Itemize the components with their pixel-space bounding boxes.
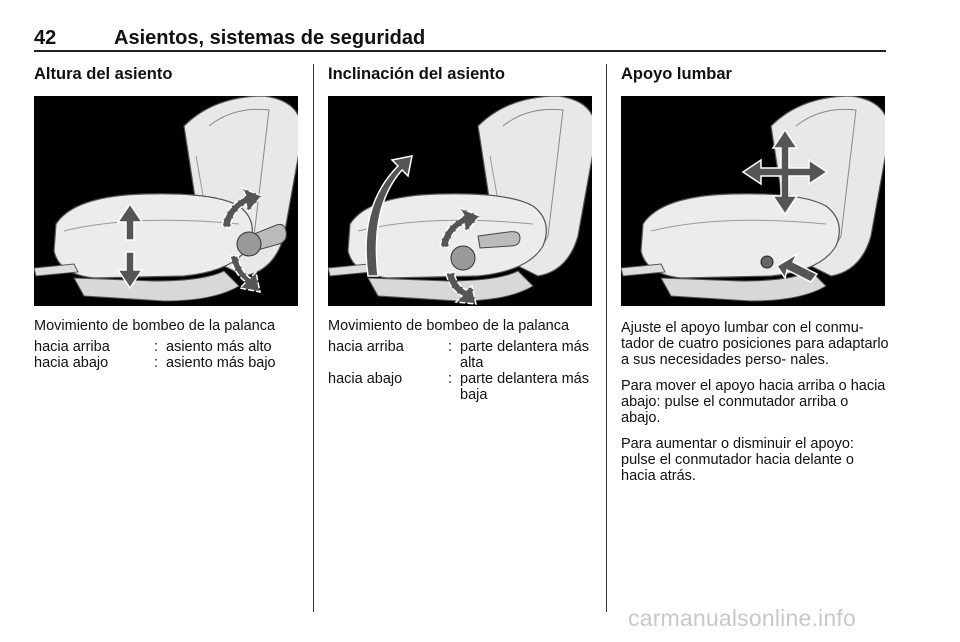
definition-row [328,371,596,403]
definition-term: hacia abajo [34,355,109,371]
figure-caption: Movimiento de bombeo de la palanca [34,318,276,334]
section-lumbar-support [621,64,889,484]
section-title: Altura del asiento [34,65,173,83]
lumbar-support-illustration [621,96,885,306]
definition-separator: : [448,371,453,387]
definition-row [34,355,302,371]
section-title: Inclinación del asiento [328,65,505,83]
definition-row [34,339,302,355]
definition-desc: parte delantera más alta [460,339,589,371]
seat-tilt-illustration [328,96,592,306]
definition-list [34,339,302,371]
definition-desc: asiento más bajo [166,355,276,371]
section-seat-height [34,64,302,371]
figure-caption: Movimiento de bombeo de la palanca [328,318,570,334]
definition-separator: : [154,355,159,371]
section-title: Apoyo lumbar [621,65,732,83]
paragraph: Para aumentar o disminuir el apoyo: pulse el conmutador hacia delante o hacia atrás. [621,436,854,484]
definition-term: hacia abajo [328,371,403,387]
definition-desc: asiento más alto [166,339,272,355]
header-rule [34,50,886,52]
seat-height-illustration [34,96,298,306]
definition-list [328,339,596,403]
page-number: 42 [34,27,57,49]
definition-row [328,339,596,371]
definition-term: hacia arriba [328,339,404,355]
column-divider [606,64,607,612]
definition-term: hacia arriba [34,339,110,355]
watermark: carmanualsonline.info [628,605,856,631]
definition-separator: : [154,339,159,355]
definition-desc: parte delantera más baja [460,371,589,403]
paragraph: Ajuste el apoyo lumbar con el conmu- tador de cuatro posiciones para adaptarlo a sus necesidades perso- nales. [621,320,889,368]
definition-separator: : [448,339,453,355]
section-seat-tilt [328,64,596,403]
column-divider [313,64,314,612]
paragraph: Para mover el apoyo hacia arriba o hacia abajo: pulse el conmutador arriba o abajo. [621,378,886,426]
chapter-title: Asientos, sistemas de seguridad [114,27,426,49]
page-header [34,24,886,52]
